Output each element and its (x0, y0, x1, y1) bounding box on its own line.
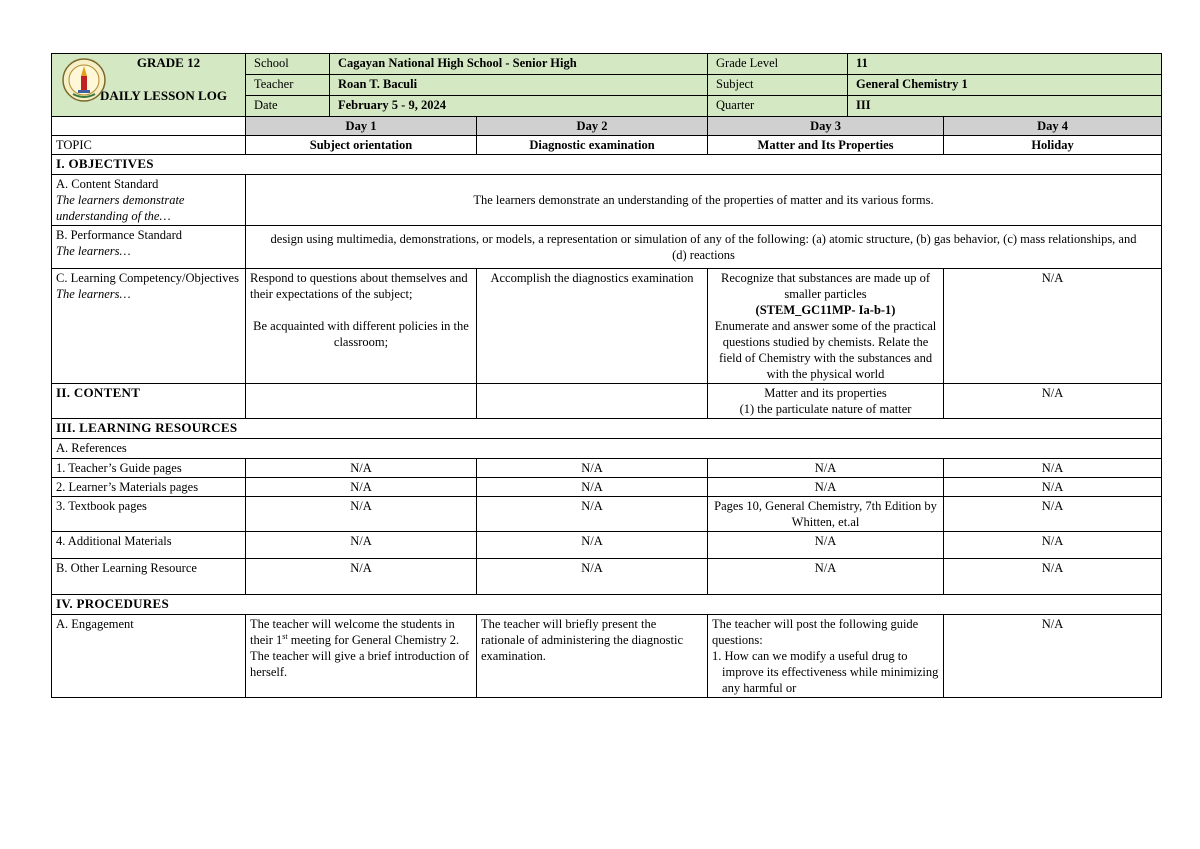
day-3-header: Day 3 (708, 117, 944, 136)
performance-standard-value: design using multimedia, demonstrations, or models, a representation or simulation of any of the following: (a) atomic structure, (b) gas behavior, (c) mass relationships, and (d) reactions (246, 226, 1162, 269)
engagement-day-1-pre: The teacher will welcome the students in their 1 (250, 617, 455, 647)
daily-lesson-log-page (51, 53, 1161, 698)
other-resource-day-1: N/A (246, 559, 477, 595)
other-resource-label: B. Other Learning Resource (52, 559, 246, 595)
references-row (52, 439, 1162, 459)
subject-label: Subject (708, 75, 848, 96)
content-standard-label-cell (52, 175, 246, 226)
resource-day-1: N/A (246, 497, 477, 532)
content-standard-label: A. Content Standard (56, 177, 159, 191)
resource-day-2: N/A (477, 532, 708, 559)
engagement-day-2: The teacher will briefly present the rationale of administering the diagnostic examination. (477, 615, 708, 698)
competency-label: C. Learning Competency/Objectives (56, 271, 239, 285)
resource-label: 2. Learner’s Materials pages (52, 478, 246, 497)
resource-row (52, 497, 1162, 532)
day-4-header: Day 4 (944, 117, 1162, 136)
school-seal-icon (61, 56, 107, 104)
school-value: Cagayan National High School - Senior High (330, 54, 708, 75)
performance-standard-sub: The learners… (56, 244, 131, 258)
day-1-header: Day 1 (246, 117, 477, 136)
day-2-header: Day 2 (477, 117, 708, 136)
resource-day-2: N/A (477, 459, 708, 478)
engagement-day-1 (246, 615, 477, 698)
engagement-day-3 (708, 615, 944, 698)
competency-sub: The learners… (56, 287, 131, 301)
procedures-title: IV. PROCEDURES (52, 595, 1162, 615)
topic-day-1: Subject orientation (246, 136, 477, 155)
other-resource-row (52, 559, 1162, 595)
resource-label: 1. Teacher’s Guide pages (52, 459, 246, 478)
content-day-1 (246, 384, 477, 419)
content-day-3: Matter and its properties (1) the particulate nature of matter (708, 384, 944, 419)
resource-label: 4. Additional Materials (52, 532, 246, 559)
quarter-value: III (848, 96, 1162, 117)
resource-day-4: N/A (944, 478, 1162, 497)
engagement-day-3-intro: The teacher will post the following guide questions: (712, 617, 919, 647)
content-day-2 (477, 384, 708, 419)
content-row (52, 384, 1162, 419)
competency-label-cell (52, 269, 246, 384)
resources-title: III. LEARNING RESOURCES (52, 419, 1162, 439)
performance-standard-label: B. Performance Standard (56, 228, 183, 242)
content-day-4: N/A (944, 384, 1162, 419)
resource-day-2: N/A (477, 478, 708, 497)
lesson-log-table (51, 53, 1162, 698)
resource-day-4: N/A (944, 497, 1162, 532)
resource-row (52, 532, 1162, 559)
competency-day-3-b: Enumerate and answer some of the practical questions studied by chemists. Relate the field of Chemistry with the substances and with the physical world (714, 319, 937, 381)
resource-day-3: Pages 10, General Chemistry, 7th Edition by Whitten, et.al (708, 497, 944, 532)
subject-value: General Chemistry 1 (848, 75, 1162, 96)
header-row-school (52, 54, 1162, 75)
resource-row (52, 478, 1162, 497)
topic-row (52, 136, 1162, 155)
references-label: A. References (52, 439, 1162, 459)
other-resource-day-4: N/A (944, 559, 1162, 595)
log-title: DAILY LESSON LOG (100, 88, 227, 103)
topic-day-4: Holiday (944, 136, 1162, 155)
content-title: II. CONTENT (52, 384, 246, 419)
date-value: February 5 - 9, 2024 (330, 96, 708, 117)
resource-day-1: N/A (246, 459, 477, 478)
resource-label: 3. Textbook pages (52, 497, 246, 532)
performance-standard-label-cell (52, 226, 246, 269)
competency-day-3-code: (STEM_GC11MP- Ia-b-1) (755, 303, 896, 317)
grade-heading: GRADE 12 (136, 55, 201, 70)
competency-day-1 (246, 269, 477, 384)
competency-day-1-b: Be acquainted with different policies in the classroom; (253, 319, 469, 349)
competency-day-2: Accomplish the diagnostics examination (477, 269, 708, 384)
grade-level-label: Grade Level (708, 54, 848, 75)
content-standard-row (52, 175, 1162, 226)
resource-day-3: N/A (708, 532, 944, 559)
content-standard-value: The learners demonstrate an understanding of the properties of matter and its various forms. (246, 175, 1162, 226)
objectives-title: I. OBJECTIVES (52, 155, 1162, 175)
quarter-label: Quarter (708, 96, 848, 117)
content-standard-sub: The learners demonstrate understanding of the… (56, 193, 185, 223)
competency-row (52, 269, 1162, 384)
school-label: School (246, 54, 330, 75)
competency-day-4: N/A (944, 269, 1162, 384)
resource-day-2: N/A (477, 497, 708, 532)
other-resource-day-3: N/A (708, 559, 944, 595)
performance-standard-row (52, 226, 1162, 269)
resource-day-4: N/A (944, 459, 1162, 478)
other-resource-day-2: N/A (477, 559, 708, 595)
engagement-day-3-question: 1. How can we modify a useful drug to improve its effectiveness while minimizing any harmful or (712, 649, 939, 695)
resource-day-1: N/A (246, 478, 477, 497)
engagement-day-1-post: meeting for General Chemistry 2. The teacher will give a brief introduction of herself. (250, 633, 470, 679)
engagement-day-1-sup: st (282, 631, 288, 641)
engagement-day-4: N/A (944, 615, 1162, 698)
resource-day-3: N/A (708, 478, 944, 497)
resource-day-4: N/A (944, 532, 1162, 559)
resource-day-1: N/A (246, 532, 477, 559)
competency-day-3-a: Recognize that substances are made up of smaller particles (721, 271, 930, 301)
grade-level-value: 11 (848, 54, 1162, 75)
days-row-blank (52, 117, 246, 136)
competency-day-1-a: Respond to questions about themselves and their expectations of the subject; (250, 271, 468, 301)
resource-row (52, 459, 1162, 478)
teacher-value: Roan T. Baculi (330, 75, 708, 96)
topic-day-2: Diagnostic examination (477, 136, 708, 155)
procedures-section-row (52, 595, 1162, 615)
competency-day-3 (708, 269, 944, 384)
engagement-row (52, 615, 1162, 698)
days-row (52, 117, 1162, 136)
date-label: Date (246, 96, 330, 117)
engagement-label: A. Engagement (52, 615, 246, 698)
topic-day-3: Matter and Its Properties (708, 136, 944, 155)
resource-day-3: N/A (708, 459, 944, 478)
teacher-label: Teacher (246, 75, 330, 96)
objectives-section-row (52, 155, 1162, 175)
header-title-cell (52, 54, 246, 117)
topic-label: TOPIC (52, 136, 246, 155)
resources-section-row (52, 419, 1162, 439)
